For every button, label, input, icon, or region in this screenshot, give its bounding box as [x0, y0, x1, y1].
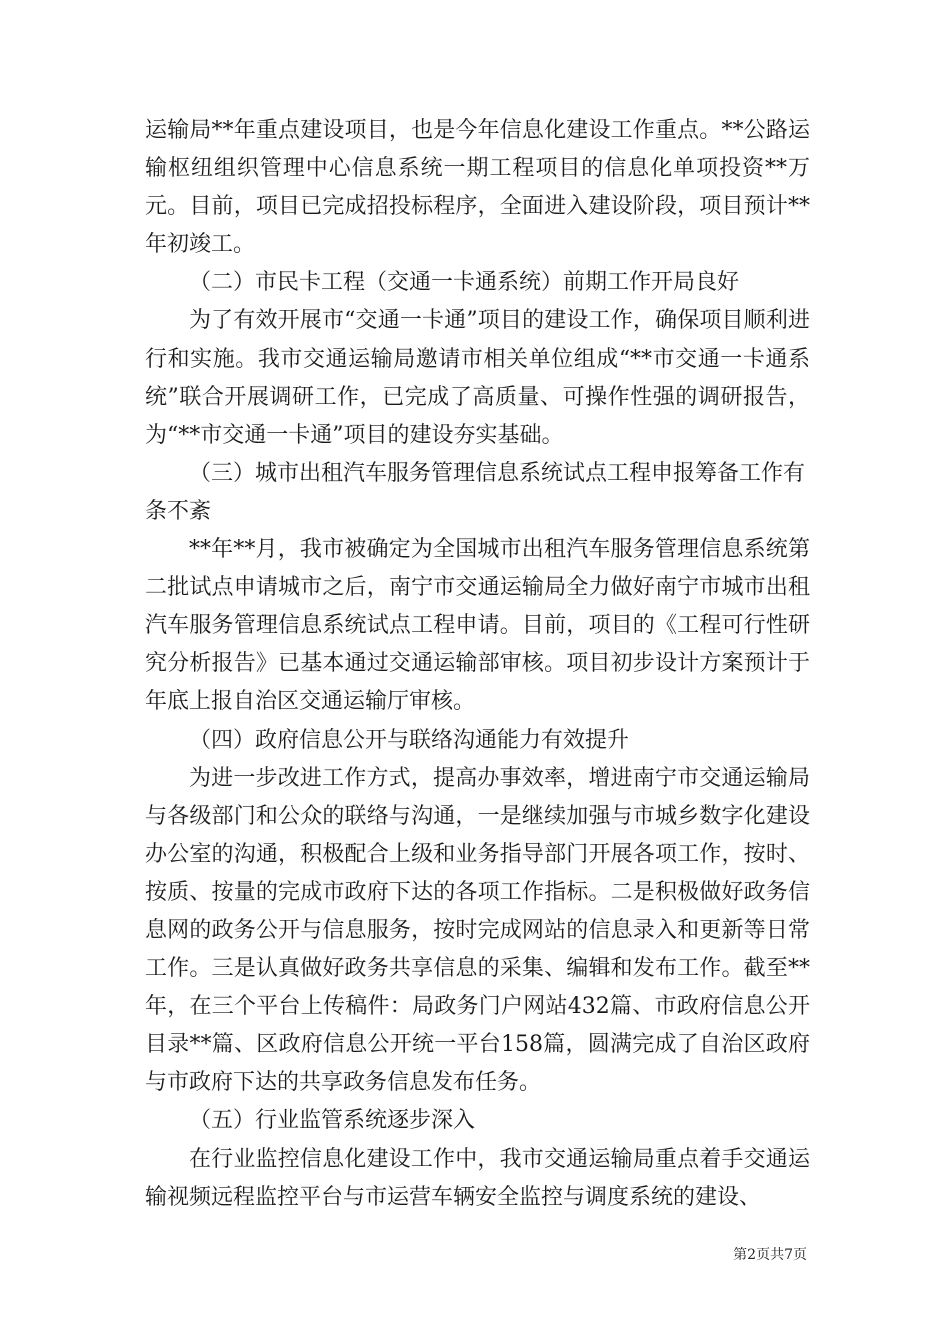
document-body [145, 112, 810, 1217]
paragraph-1: 运输局**年重点建设项目，也是今年信息化建设工作重点。**公路运输枢纽组织管理中心信息系统一期工程项目的信息化单项投资**万元。目前，项目已完成招投标程序，全面进入建设阶段，项目预计**年初竣工。 [145, 118, 810, 258]
section-heading-2: （二）市民卡工程（交通一卡通系统）前期工作开局良好 [189, 270, 740, 296]
section-heading-4: （四）政府信息公开与联络沟通能力有效提升 [189, 727, 630, 753]
paragraph-4: 为进一步改进工作方式，提高办事效率，增进南宁市交通运输局与各级部门和公众的联络与沟通，一是继续加强与市城乡数字化建设办公室的沟通，积极配合上级和业务指导部门开展各项工作，按时、按质、按量的完成市政府下达的各项工作指标。二是积极做好政务信息网的政务公开与信息服务，按时完成网站的信息录入和更新等日常工作。三是认真做好政务共享信息的采集、编辑和发布工作。截至**年，在三个平台上传稿件：局政务门户网站432篇、市政府信息公开目录**篇、区政府信息公开统一平台158篇，圆满完成了自治区政府与市政府下达的共享政务信息发布任务。 [145, 765, 810, 1096]
paragraph-3: **年**月，我市被确定为全国城市出租汽车服务管理信息系统第二批试点申请城市之后，南宁市交通运输局全力做好南宁市城市出租汽车服务管理信息系统试点工程申请。目前，项目的《工程可行性研究分析报告》已基本通过交通运输部审核。项目初步设计方案预计于年底上报自治区交通运输厅审核。 [145, 537, 810, 715]
paragraph-5: 在行业监控信息化建设工作中，我市交通运输局重点着手交通运输视频远程监控平台与市运营车辆安全监控与调度系统的建设、 [145, 1146, 810, 1210]
section-heading-3: （三）城市出租汽车服务管理信息系统试点工程申报筹备工作有条不紊 [145, 460, 806, 524]
section-heading-5: （五）行业监管系统逐步深入 [189, 1108, 476, 1134]
paragraph-2: 为了有效开展市“交通一卡通”项目的建设工作，确保项目顺利进行和实施。我市交通运输局邀请市相关单位组成“**市交通一卡通系统”联合开展调研工作，已完成了高质量、可操作性强的调研报告，为“**市交通一卡通”项目的建设夯实基础。 [145, 308, 810, 448]
page-number-footer: 第2页共7页 [733, 1247, 807, 1263]
